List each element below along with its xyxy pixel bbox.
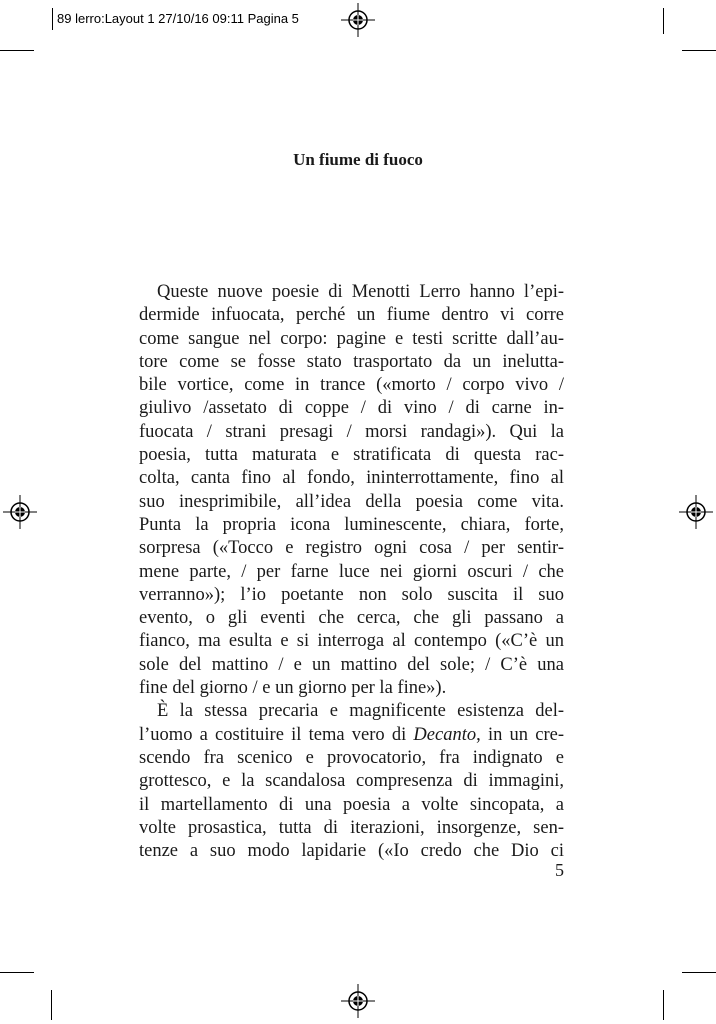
registration-mark-icon	[3, 495, 37, 529]
text-line: poesia, tutta maturata e stratificata di questa rac-	[139, 445, 564, 466]
text-line: fuocata / strani presagi / morsi randagi»). Qui la	[139, 421, 564, 442]
registration-mark-icon	[341, 3, 375, 37]
page-title: Un fiume di fuoco	[293, 150, 423, 169]
text-segment: , in un cre-	[476, 724, 564, 745]
text-line: colta, canta fino al fondo, ininterrottamente, fino al	[139, 468, 564, 489]
registration-mark-icon	[679, 495, 713, 529]
text-line: verranno»); l’io poetante non solo suscita il suo	[139, 584, 564, 605]
text-line: evento, o gli eventi che cerca, che gli passano a	[139, 608, 564, 629]
text-line: tore come se fosse stato trasportato da un inelutta-	[139, 351, 564, 372]
text-line: scendo fra scenico e provocatorio, fra indignato e	[139, 747, 564, 768]
text-line: volte prosastica, tutta di iterazioni, insorgenze, sen-	[139, 817, 564, 838]
crop-mark-icon	[663, 8, 664, 34]
text-line: suo inesprimibile, all’idea della poesia come vita.	[139, 491, 564, 512]
body-text	[139, 281, 564, 863]
crop-mark-icon	[0, 972, 34, 973]
text-segment: l’uomo a costituire il tema vero di	[139, 724, 414, 745]
text-line: mene parte, / per farne luce nei giorni oscuri / che	[139, 561, 564, 582]
text-line: Queste nuove poesie di Menotti Lerro hanno l’epi-	[157, 282, 564, 302]
page-number: 5	[555, 860, 564, 880]
crop-mark-icon	[663, 990, 664, 1020]
text-line: sole del mattino / e un mattino del sole; / C’è una	[139, 654, 564, 675]
registration-mark-icon	[341, 984, 375, 1018]
crop-mark-icon	[682, 972, 716, 973]
crop-mark-icon	[682, 50, 716, 51]
text-line: il martellamento di una poesia a volte sincopata, a	[139, 794, 564, 815]
book-title: Decanto	[413, 724, 477, 745]
text-line: fianco, ma esulta e si interroga al contempo («C’è un	[139, 631, 564, 652]
crop-mark-icon	[0, 50, 34, 51]
text-line: Punta la propria icona luminescente, chiara, forte,	[139, 514, 564, 535]
text-line: tenze a suo modo lapidarie («Io credo che Dio ci	[139, 841, 564, 862]
text-line: dermide infuocata, perché un fiume dentro vi corre	[139, 305, 564, 326]
text-line: È la stessa precaria e magnificente esistenza del-	[157, 701, 564, 722]
text-line: grottesco, e la scandalosa compresenza di immagini,	[139, 771, 564, 792]
crop-mark-icon	[51, 990, 52, 1020]
text-line: bile vortice, come in trance («morto / corpo vivo /	[139, 375, 564, 396]
text-line: giulivo /assetato di coppe / di vino / di carne in-	[139, 398, 564, 419]
slug-line: 89 lerro:Layout 1 27/10/16 09:11 Pagina 5	[52, 8, 299, 30]
text-line	[139, 724, 564, 747]
text-line: come sangue nel corpo: pagine e testi scritte dall’au-	[139, 328, 564, 349]
text-line: sorpresa («Tocco e registro ogni cosa / per sentir-	[139, 538, 564, 559]
text-line: fine del giorno / e un giorno per la fine»).	[139, 678, 447, 699]
